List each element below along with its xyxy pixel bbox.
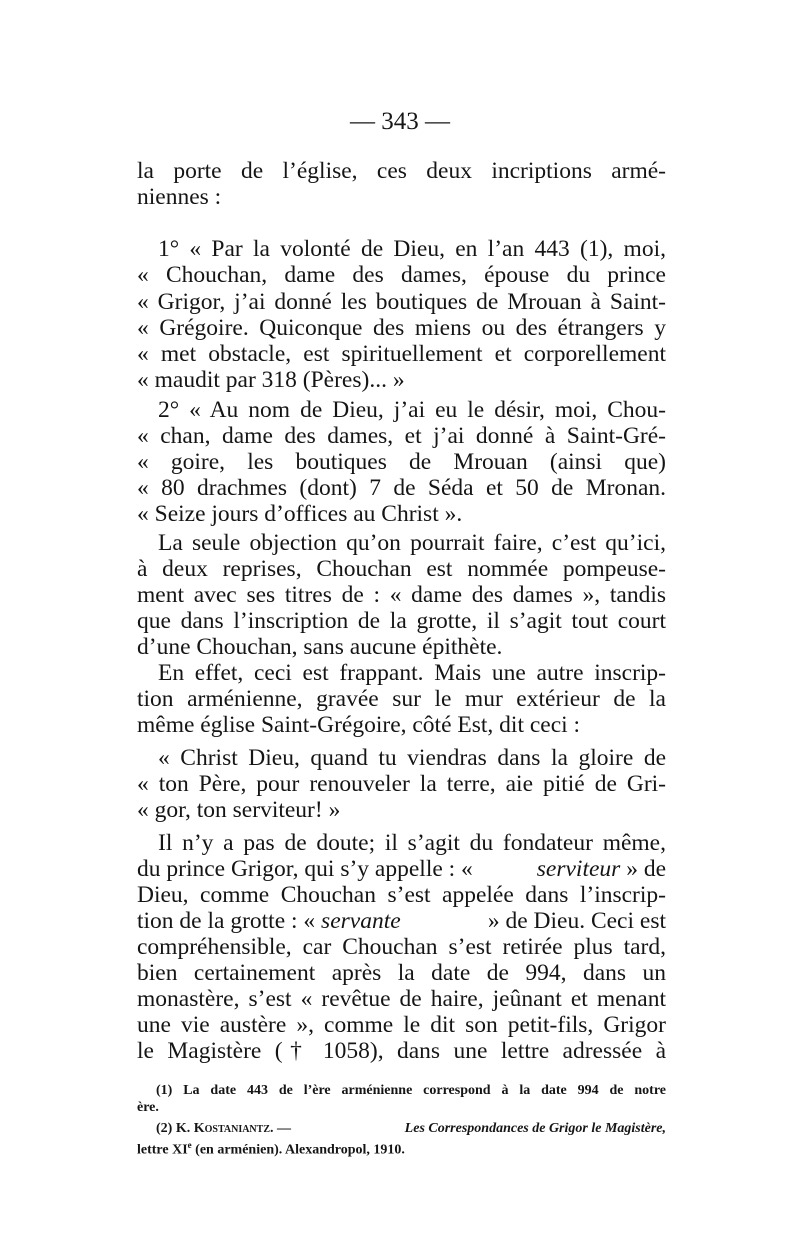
- text-line: « ton Père, pour renouveler la terre, aie pitié de Gri-: [137, 771, 666, 797]
- text-line: La seule objection qu’on pourrait faire, c’est qu’ici,: [158, 530, 666, 556]
- text-line: 1° « Par la volonté de Dieu, en l’an 443 (1), moi,: [158, 236, 666, 262]
- text-line: Il n’y a pas de doute; il s’agit du fondateur même,: [158, 830, 666, 856]
- text-segment: —: [273, 1121, 295, 1136]
- footnote-author: K. Kostaniantz.: [175, 1121, 274, 1136]
- text-line: le Magistère († 1058), dans une lettre adressée à: [137, 1038, 666, 1064]
- footnote-line: [137, 1137, 666, 1159]
- text-line: Dieu, comme Chouchan s’est appelée dans l’inscrip-: [137, 882, 666, 908]
- text-line: « Christ Dieu, quand tu viendras dans la gloire de: [158, 745, 666, 771]
- text-line: « Grégoire. Quiconque des miens ou des étrangers y: [137, 315, 666, 341]
- text-line: compréhensible, car Chouchan s’est retirée plus tard,: [137, 934, 666, 960]
- text-segment: tion de la grotte : «: [137, 908, 322, 934]
- text-line: « Chouchan, dame des dames, épouse du prince: [137, 262, 666, 288]
- text-line: « goire, les boutiques de Mrouan (ainsi que): [137, 449, 666, 475]
- text-line: tion arménienne, gravée sur le mur extérieur de la: [137, 686, 666, 712]
- text-line: monastère, s’est « revêtue de haire, jeûnant et menant: [137, 986, 666, 1012]
- text-line: que dans l’inscription de la grotte, il s’agit tout court: [137, 608, 666, 634]
- text-line: niennes :: [137, 184, 222, 210]
- text-line: En effet, ceci est frappant. Mais une autre inscrip-: [158, 660, 666, 686]
- text-line: « Seize jours d’offices au Christ ».: [137, 501, 463, 527]
- text-line: bien certainement après la date de 994, dans un: [137, 960, 666, 986]
- footnote-line: [156, 1120, 666, 1137]
- text-segment: (en arménien). Alexandropol, 1910.: [191, 1142, 405, 1158]
- text-line: « met obstacle, est spirituellement et corporellement: [137, 341, 666, 367]
- text-line: 2° « Au nom de Dieu, j’ai eu le désir, moi, Chou-: [158, 397, 666, 423]
- text-line: « maudit par 318 (Pères)... »: [137, 367, 405, 393]
- footnote-line: (1) La date 443 de l’ère arménienne correspond à la date 994 de notre: [156, 1083, 666, 1098]
- superscript: e: [187, 1140, 192, 1150]
- text-line: à deux reprises, Chouchan est nommée pompeuse-: [137, 556, 666, 582]
- footnote-line: ère.: [137, 1100, 159, 1115]
- text-segment: » de: [620, 856, 666, 882]
- text-segment: » de Dieu. Ceci est: [481, 908, 666, 934]
- text-segment: du prince Grigor, qui s’y appelle : «: [137, 856, 479, 882]
- text-line: ment avec ses titres de : « dame des dames », tandis: [137, 582, 666, 608]
- text-line: « Grigor, j’ai donné les boutiques de Mrouan à Saint-: [137, 289, 666, 315]
- text-line: [137, 856, 666, 883]
- text-line: une vie austère », comme le dit son petit-fils, Grigor: [137, 1012, 666, 1038]
- page-number: — 343 —: [350, 108, 450, 135]
- text-line: « chan, dame des dames, et j’ai donné à Saint-Gré-: [137, 423, 666, 449]
- text-line: la porte de l’église, ces deux incriptions armé-: [137, 158, 666, 184]
- text-line: d’une Chouchan, sans aucune épithète.: [137, 634, 503, 660]
- text-line: « gor, ton serviteur! »: [137, 797, 341, 823]
- text-line: « 80 drachmes (dont) 7 de Séda et 50 de Mronan.: [137, 475, 666, 501]
- italic-word: servante: [321, 908, 401, 934]
- footnote-marker: (2): [156, 1121, 176, 1136]
- footnote-title: Les Correspondances de Grigor le Magistère,: [404, 1121, 666, 1136]
- text-line: [137, 908, 666, 935]
- text-line: même église Saint-Grégoire, côté Est, dit ceci :: [137, 712, 581, 738]
- text-segment: lettre XI: [137, 1142, 188, 1158]
- italic-word: serviteur: [536, 856, 621, 882]
